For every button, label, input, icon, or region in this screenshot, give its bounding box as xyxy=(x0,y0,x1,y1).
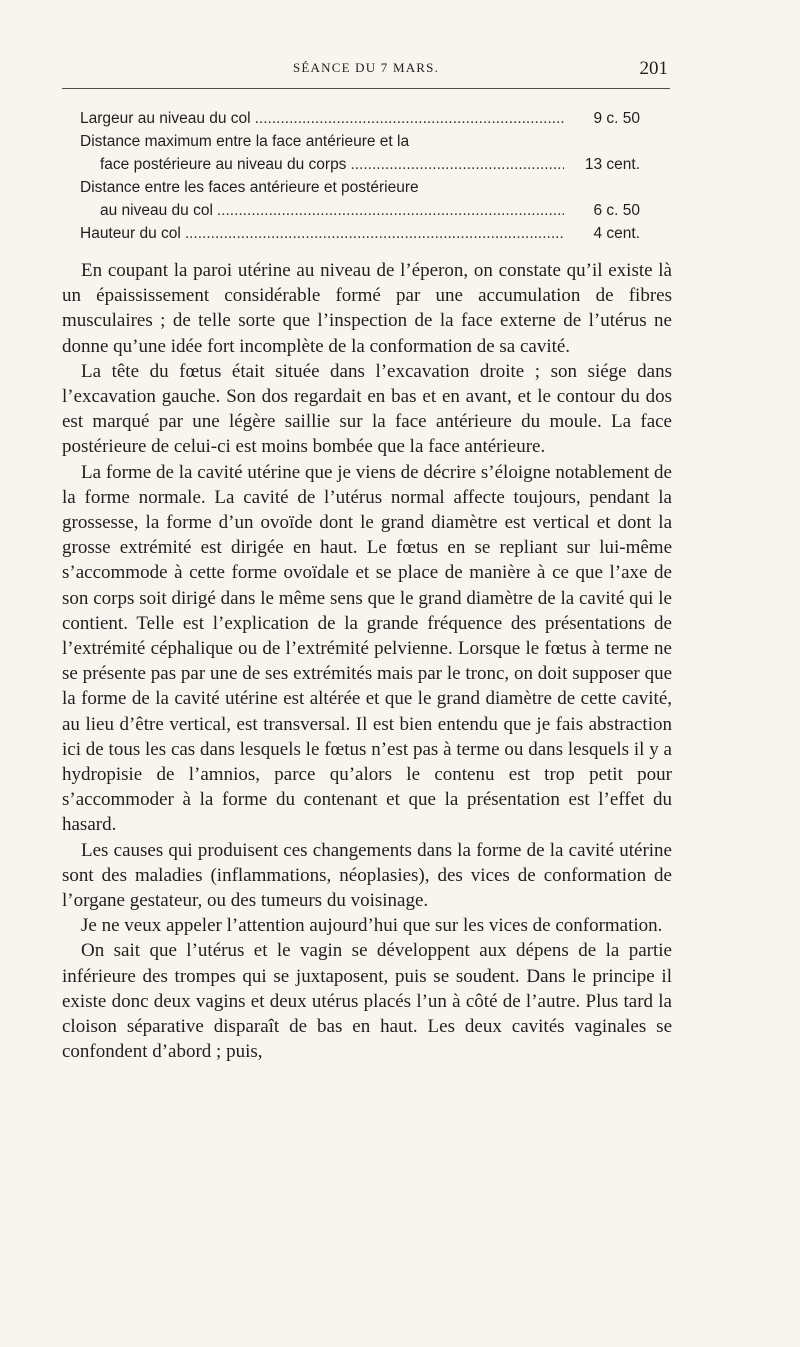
leader-dots xyxy=(185,222,564,245)
measurement-label: au niveau du col xyxy=(100,202,213,219)
body-text xyxy=(62,258,672,1065)
page-number: 201 xyxy=(639,58,668,79)
measurement-line xyxy=(80,222,640,245)
leader-dots xyxy=(255,107,564,130)
measurement-row xyxy=(80,222,640,245)
header-rule xyxy=(62,88,670,89)
measurement-value: 13 cent. xyxy=(584,156,640,173)
paragraph: La forme de la cavité utérine que je viens de décrire s’éloigne notablement de la forme normale. La cavité de l’utérus normal affecte toujours, pendant la grossesse, la forme d’un ovoïde dont le grand diamètre est vertical et dont la grosse extrémité est dirigée en haut. Le fœtus en se repliant sur lui-même s’accommode à cette forme ovoïdale et se place de manière à ce que l’axe de son corps soit dirigé dans le même sens que le grand diamètre de la cavité qui le contient. Telle est l’explication de la grande fréquence des présentations de l’extrémité céphalique ou de l’extrémité pelvienne. Lorsque le fœtus à terme ne se présente pas par une de ses extrémités mais par le tronc, on doit supposer que la forme de la cavité utérine est altérée et que le grand diamètre de cette cavité, au lieu d’être vertical, est transversal. Il est bien entendu que je fais abstraction ici de tous les cas dans lesquels le fœtus n’est pas à terme ou dans lesquels il y a hydropisie de l’amnios, parce qu’alors le contenu est trop petit pour s’accommoder à la forme du contenant et que la présentation est l’effet du hasard. xyxy=(62,461,672,836)
measurement-row xyxy=(80,176,640,222)
measurement-value: 6 c. 50 xyxy=(593,202,640,219)
measurement-label: Distance entre les faces antérieure et postérieure xyxy=(80,179,419,196)
paragraph: On sait que l’utérus et le vagin se développent aux dépens de la partie inférieure des trompes qui se juxtaposent, puis se soudent. Dans le principe il existe donc deux vagins et deux utérus placés l’un à côté de l’autre. Plus tard la cloison séparative disparaît de bas en haut. Les deux cavités vaginales se confondent d’abord ; puis, xyxy=(62,940,672,1063)
measurements-table xyxy=(80,107,640,245)
measurement-line xyxy=(80,130,640,153)
leader-dots xyxy=(350,153,564,176)
measurement-value: 4 cent. xyxy=(593,225,640,242)
measurement-label: Largeur au niveau du col xyxy=(80,110,251,127)
paragraph: La tête du fœtus était située dans l’excavation droite ; son siége dans l’excavation gauche. Son dos regardait en bas et en avant, et le contour du dos est marqué par une légère saillie sur la face antérieure du moule. La face postérieure de celui-ci est moins bombée que la face antérieure. xyxy=(62,360,672,458)
measurement-line xyxy=(80,176,640,199)
measurement-label: Distance maximum entre la face antérieure et la xyxy=(80,133,410,150)
paragraph: Je ne veux appeler l’attention aujourd’hui que sur les vices de conformation. xyxy=(81,915,663,937)
running-title: SÉANCE DU 7 MARS. xyxy=(292,60,440,75)
measurement-line xyxy=(80,199,640,222)
measurement-label: face postérieure au niveau du corps xyxy=(100,156,347,173)
measurement-row xyxy=(80,107,640,130)
measurement-line xyxy=(80,107,640,130)
measurement-label: Hauteur du col xyxy=(80,225,181,242)
running-head xyxy=(62,58,670,82)
measurement-value: 9 c. 50 xyxy=(593,110,640,127)
leader-dots xyxy=(217,199,564,222)
measurement-line xyxy=(80,153,640,176)
paragraph: Les causes qui produisent ces changements dans la forme de la cavité utérine sont des maladies (inflammations, néoplasies), des vices de conformation de l’organe gestateur, ou des tumeurs du voisinage. xyxy=(62,839,672,912)
paragraph: En coupant la paroi utérine au niveau de l’éperon, on constate qu’il existe là un épaississement considérable formé par une accumulation de fibres musculaires ; de telle sorte que l’inspection de la face externe de l’utérus ne donne qu’une idée fort incomplète de la conformation de sa cavité. xyxy=(62,260,672,357)
measurement-row xyxy=(80,130,640,176)
